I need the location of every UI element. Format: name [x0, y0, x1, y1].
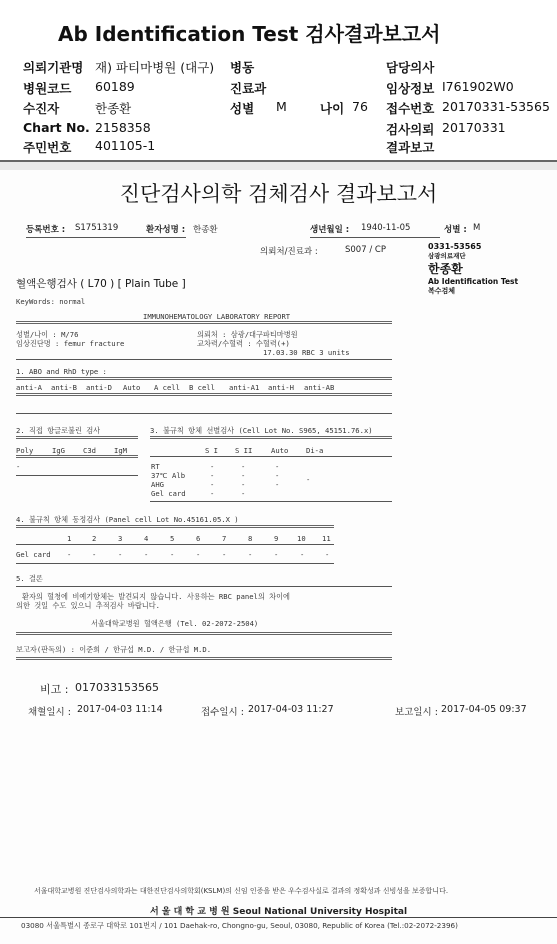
sec5-rule-bottom: [16, 657, 392, 660]
sec3-row-2-v2: -: [275, 480, 280, 489]
collect-label: 채혈일시 :: [28, 707, 71, 718]
sec2-col-2: C3d: [83, 446, 96, 455]
sec3-row-0-v1: -: [241, 462, 246, 471]
receipt-label: 접수일시 :: [201, 707, 244, 718]
patient-label: 환자성명 :: [146, 225, 186, 235]
sec4-val-3: -: [144, 550, 149, 559]
patient-name: 한종환: [193, 225, 218, 235]
label-request-date: 검사의뢰: [386, 122, 435, 137]
header-gap: [0, 162, 557, 170]
sec3-row-3-v0: -: [210, 489, 215, 498]
footer-divider: [0, 917, 557, 918]
info-left-1: 성별/나이 : M/76: [16, 330, 79, 339]
sec3-row-3-v1: -: [241, 489, 246, 498]
label-patient: 수진자: [23, 101, 60, 116]
dob-label: 생년월일 :: [310, 225, 350, 235]
sec4-col-5: 6: [196, 534, 201, 543]
sec4-rule-bottom: [16, 563, 334, 564]
blood-bank: 서울대학교병원 혈액은행 (Tel. 02-2072-2504): [91, 619, 259, 628]
reg-no: S1751319: [75, 223, 119, 233]
label-chart-no: Chart No.: [23, 120, 90, 135]
sex: M: [473, 223, 481, 233]
result-header: [0, 0, 557, 163]
sec3-row-2-v1: -: [241, 480, 246, 489]
sec2-title: 2. 직접 항글로불린 검사: [16, 426, 101, 435]
sex-label: 성별 :: [444, 225, 467, 235]
sec3-row-1-v1: -: [241, 471, 246, 480]
label-age: 나이: [320, 101, 345, 116]
receipt-time: 2017-04-03 11:27: [248, 704, 334, 715]
value-patient: 한종환: [95, 101, 132, 116]
sec3-col-1: S II: [235, 446, 253, 455]
sec4-row-name: Gel card: [16, 550, 51, 559]
value-chart-no: 2158358: [95, 120, 151, 135]
info-left-2: 임상진단명 : femur fracture: [16, 339, 125, 348]
sec2-val-0: -: [16, 462, 21, 471]
sec4-val-4: -: [170, 550, 175, 559]
sec1-rule-mid: [16, 393, 392, 396]
label-department: 진료과: [230, 81, 267, 96]
report-label: 보고일시 :: [395, 707, 438, 718]
sec3-row-1-v3: -: [306, 475, 311, 484]
sec4-val-0: -: [67, 550, 72, 559]
info-right-1: 의뢰처 : 삼광/대구파티마병원: [197, 330, 298, 339]
sec4-title: 4. 불규칙 항체 동정검사 (Panel cell Lot No.45161.05.X ): [16, 515, 239, 524]
info-right-3: 17.03.30 RBC 3 units: [263, 348, 350, 357]
label-hospital-code: 병원코드: [23, 81, 72, 96]
sec4-col-9: 10: [297, 534, 306, 543]
sec3-rule-top: [150, 436, 392, 439]
value-clinical-info: I761902W0: [442, 79, 514, 94]
label-requester: 의뢰기관명: [23, 60, 84, 75]
sec4-rule-top: [16, 525, 334, 528]
value-requester: 재) 파티마병원 (대구): [95, 60, 215, 75]
sec5-rule-mid: [16, 632, 392, 635]
sec3-row-0-name: RT: [151, 462, 160, 471]
ward-label: 의뢰처/진료과 :: [260, 247, 318, 257]
stamp-specimen: 복수검체: [428, 287, 456, 295]
value-sex: M: [276, 99, 287, 114]
sec1-col-2: anti-D: [86, 383, 112, 392]
dob: 1940-11-05: [361, 223, 411, 233]
scanned-report: [0, 170, 557, 944]
conclusion-2: 의한 것일 수도 있으니 추적검사 바랍니다.: [16, 601, 160, 610]
specimen-label: [428, 242, 557, 296]
value-hospital-code: 60189: [95, 79, 135, 94]
sec4-val-9: -: [300, 550, 305, 559]
sec4-val-10: -: [325, 550, 330, 559]
lab-title: IMMUNOHEMATOLOGY LABORATORY REPORT: [143, 312, 291, 321]
label-resident-no: 주민번호: [23, 140, 72, 155]
sec1-col-3: Auto: [123, 383, 141, 392]
value-request-date: 20170331: [442, 120, 506, 135]
dob-underline: [310, 237, 440, 238]
note-label: 비고 :: [40, 683, 69, 696]
rule-1: [16, 321, 392, 324]
value-resident-no: 401105-1: [95, 138, 156, 153]
sec4-val-7: -: [248, 550, 253, 559]
sec3-row-2-name: AHG: [151, 480, 164, 489]
stamp-line2: 삼광의료재단: [428, 252, 466, 260]
collect-time: 2017-04-03 11:14: [77, 704, 163, 715]
sec3-row-1-name: 37℃ Alb: [151, 471, 186, 480]
sec4-val-2: -: [118, 550, 123, 559]
report-title: 진단검사의학 검체검사 결과보고서: [119, 182, 438, 206]
stamp-line1: 0331-53565: [428, 242, 482, 251]
value-age: 76: [352, 99, 368, 114]
sec1-col-4: A cell: [154, 383, 180, 392]
sec4-col-3: 4: [144, 534, 149, 543]
sec2-rule-mid: [16, 455, 138, 458]
note: 017033153565: [75, 681, 159, 694]
sec3-row-0-v2: -: [275, 462, 280, 471]
sec2-rule-top: [16, 436, 138, 439]
reporter: 보고자(판독의) : 이준희 / 한규섭 M.D. / 한규섭 M.D.: [16, 645, 212, 654]
sec2-col-3: IgM: [114, 446, 127, 455]
sec5-title: 5. 결론: [16, 574, 43, 583]
footer-address: 03080 서울특별시 종로구 대학로 101번지 / 101 Daehak-ro, Chongno-gu, Seoul, 03080, Republic of Korea (Tel.:02-2072-2396): [21, 921, 458, 930]
sec5-rule-top: [16, 586, 392, 587]
sec4-col-10: 11: [322, 534, 331, 543]
sec2-col-1: IgG: [52, 446, 65, 455]
sec3-col-2: Auto: [271, 446, 289, 455]
stamp-name: 한종환: [428, 262, 463, 276]
sec4-val-8: -: [274, 550, 279, 559]
ward: S007 / CP: [345, 245, 386, 255]
sec3-row-3-name: Gel card: [151, 489, 186, 498]
sec2-col-0: Poly: [16, 446, 34, 455]
header-title: Ab Identification Test 검사결과보고서: [58, 22, 441, 46]
sec3-row-0-v0: -: [210, 462, 215, 471]
sec1-col-6: anti-A1: [229, 383, 260, 392]
sec4-val-1: -: [92, 550, 97, 559]
sec1-col-7: anti-H: [268, 383, 294, 392]
sec1-rule-top: [16, 377, 392, 380]
label-receipt-no: 접수번호: [386, 101, 435, 116]
label-doctor: 담당의사: [386, 60, 435, 75]
sec3-rule-mid: [150, 456, 392, 457]
footer-hospital: 서 울 대 학 교 병 원 Seoul National University Hospital: [149, 907, 408, 917]
sec4-col-1: 2: [92, 534, 97, 543]
sec1-title: 1. ABO and RhD type :: [16, 367, 107, 376]
stamp-test: Ab Identification Test: [428, 277, 519, 286]
sec4-col-8: 9: [274, 534, 279, 543]
label-clinical-info: 임상정보: [386, 81, 435, 96]
sec3-row-1-v0: -: [210, 471, 215, 480]
sec2-rule-bottom: [16, 475, 138, 476]
sec4-col-6: 7: [222, 534, 227, 543]
sec3-col-3: Di-a: [306, 446, 324, 455]
section-title: 혈액은행검사 ( L70 ) [ Plain Tube ]: [16, 278, 186, 290]
sec3-row-2-v0: -: [210, 480, 215, 489]
reg-label: 등록번호 :: [26, 225, 66, 235]
sec3-title: 3. 불규칙 항체 선별검사 (Cell Lot No. S965, 45151.76.x): [150, 426, 373, 435]
sec4-rule-mid: [16, 544, 334, 545]
sec4-col-4: 5: [170, 534, 175, 543]
sec1-col-5: B cell: [189, 383, 215, 392]
footer-certification: 서울대학교병원 진단검사의학과는 대한진단검사의학회(KSLM)의 신임 인증을 받은 우수검사실로 결과의 정확성과 신빙성을 보증합니다.: [34, 887, 449, 895]
sec4-val-5: -: [196, 550, 201, 559]
sec3-rule-bottom: [150, 501, 392, 502]
patient-underline: [26, 237, 186, 238]
sec4-col-2: 3: [118, 534, 123, 543]
label-sex: 성별: [230, 101, 255, 116]
label-ward: 병동: [230, 60, 255, 75]
rule-2: [16, 359, 392, 360]
conclusion-1: 환자의 혈청에 비예기항체는 발견되지 않습니다. 사용하는 RBC panel의 차이에: [22, 592, 290, 601]
label-report-date: 결과보고: [386, 140, 435, 155]
sec4-col-7: 8: [248, 534, 253, 543]
sec4-val-6: -: [222, 550, 227, 559]
sec1-col-8: anti-AB: [304, 383, 335, 392]
sec4-col-0: 1: [67, 534, 72, 543]
report-time: 2017-04-05 09:37: [441, 704, 527, 715]
sec3-col-0: S I: [205, 446, 218, 455]
sec1-col-0: anti-A: [16, 383, 42, 392]
sec3-row-1-v2: -: [275, 471, 280, 480]
info-right-2: 교차력/수혈력 : 수혈력(+): [197, 339, 290, 348]
sec1-col-1: anti-B: [51, 383, 77, 392]
sec1-rule-bottom: [16, 413, 392, 414]
value-receipt-no: 20170331-53565: [442, 99, 550, 114]
keywords: KeyWords: normal: [16, 297, 86, 306]
